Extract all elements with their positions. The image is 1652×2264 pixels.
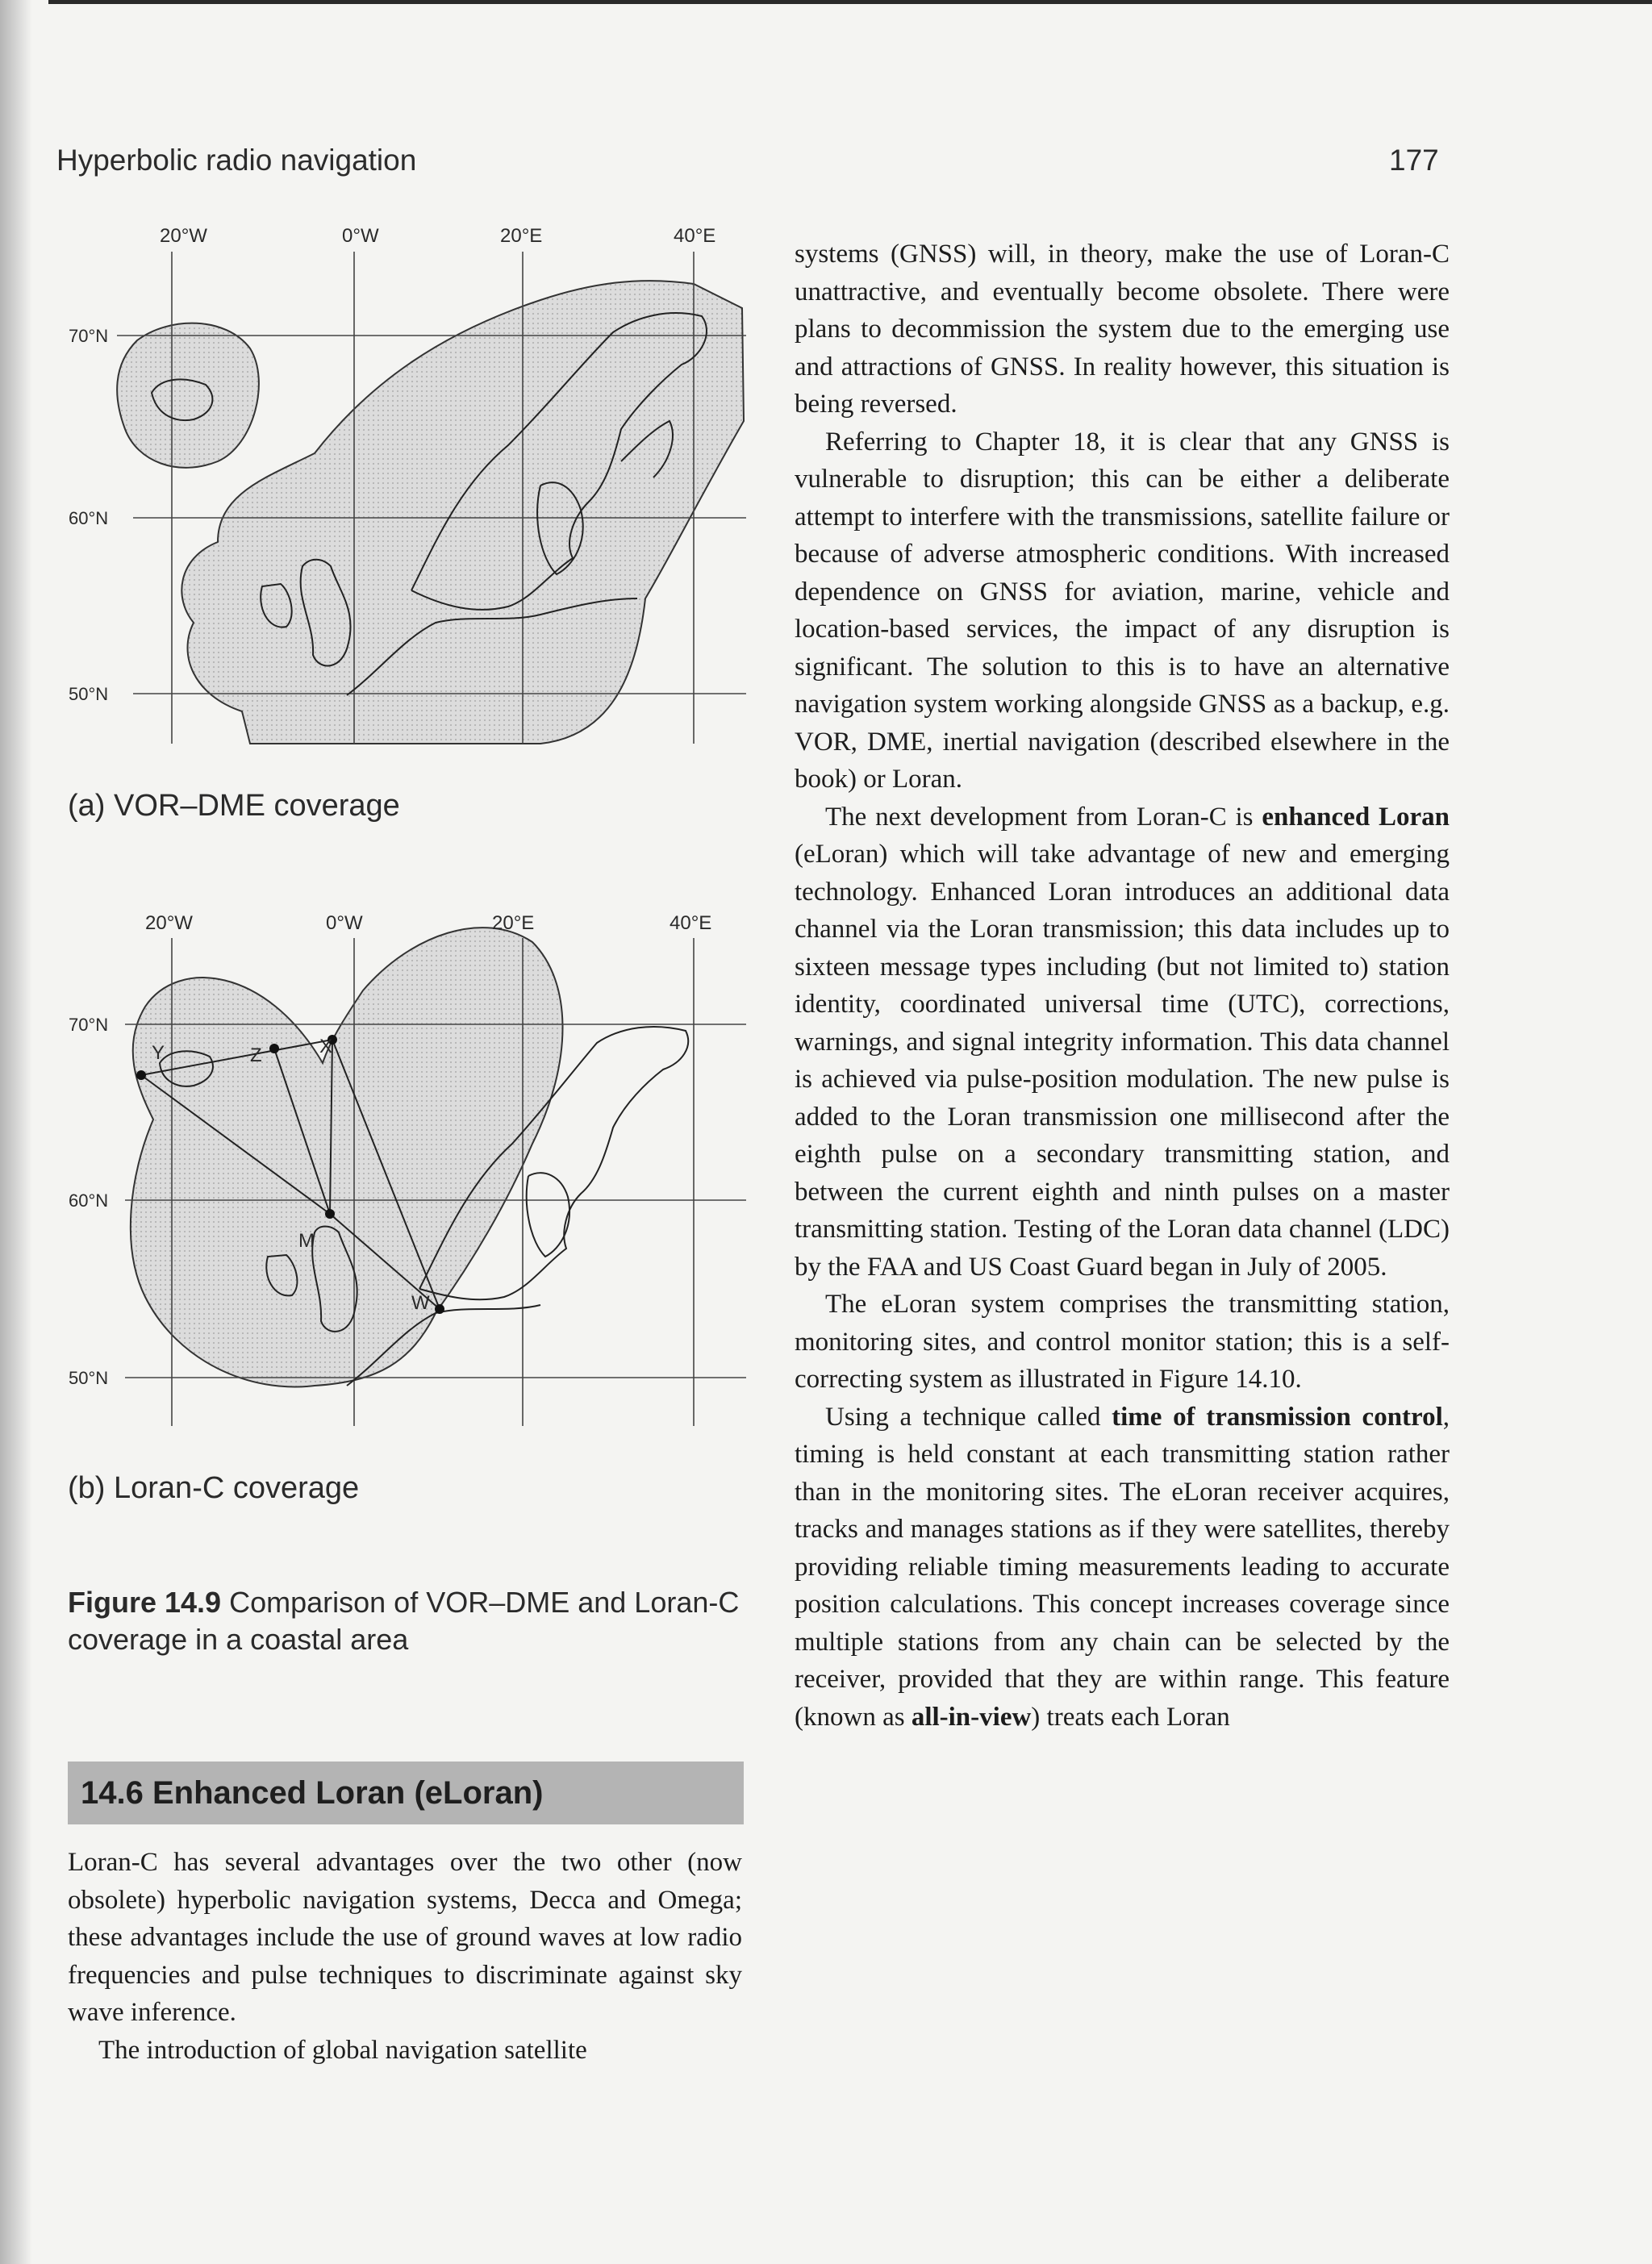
paragraph-right-4: The eLoran system comprises the transmitting station, monitoring sites, and control monitor station; this is a self-correcting system as illustrated in Figure 14.10.	[795, 1290, 1450, 1394]
lon-label-40e: 40°E	[674, 225, 716, 247]
page-top-rule	[48, 0, 1652, 4]
station-z-marker	[269, 1044, 279, 1053]
lon-label-0w: 0°W	[342, 225, 379, 247]
station-w-marker	[435, 1304, 444, 1314]
p5-text-b: , timing is held constant at each transmitting station rather than in the monitoring sites. The eLoran receiver acquires, tracks and manages stations as if they were satellites, thereby providing reliable timing measurements leading to accurate position calculations. This concept increases coverage since multiple stations from any chain can be selected by the receiver, provided that they are within range. This feature (known as	[795, 1402, 1450, 1732]
p3-text-b: (eLoran) which will take advantage of new and emerging technology. Enhanced Loran introduces an additional data channel via the Loran transmission; this data includes up to sixteen message types including (but not limited to) station identity, coordinated universal time (UTC), corrections, warnings, and signal integrity information. This data channel is achieved via pulse-position modulation. The new pulse is added to the Loran transmission one millisecond after the eighth pulse on a secondary transmitting station, and between the current eighth and ninth pulses on a master transmitting station. Testing of the Loran data channel (LDC) by the FAA and US Coast Guard began in July of 2005.	[795, 840, 1450, 1282]
paragraph-left-1: Loran-C has several advantages over the two other (now obsolete) hyperbolic navigation systems, Decca and Omega; these advantages include the use of ground waves at low radio frequencies and pulse techniques to discriminate against sky wave inference.	[68, 1848, 742, 2027]
map-b-caption: (b) Loran-C coverage	[68, 1471, 360, 1505]
map-loran-c-svg	[56, 910, 750, 1434]
term-enhanced-loran: enhanced Loran	[1262, 802, 1450, 832]
map-vor-dme-svg	[56, 219, 750, 784]
term-all-in-view: all-in-view	[911, 1702, 1032, 1732]
lon-label-20w: 20°W	[160, 225, 207, 247]
coverage-area-iceland	[117, 323, 259, 468]
station-label-w: W	[411, 1292, 430, 1314]
paragraph-left-2: The introduction of global navigation satellite	[98, 2035, 587, 2065]
lon-label-b-40e: 40°E	[670, 912, 712, 934]
station-m-marker	[325, 1209, 335, 1219]
station-label-y: Y	[152, 1042, 165, 1064]
map-loran-c	[56, 910, 750, 1434]
lat-label-b-70n: 70°N	[69, 1015, 109, 1035]
coverage-area-mainland	[181, 281, 744, 744]
lat-label-b-60n: 60°N	[69, 1190, 109, 1211]
lon-label-b-20w: 20°W	[145, 912, 193, 934]
page-gutter-shadow	[0, 0, 32, 2264]
paragraph-right-5	[795, 1399, 1450, 1737]
station-label-m: M	[298, 1230, 315, 1252]
running-title: Hyperbolic radio navigation	[56, 144, 417, 177]
lon-label-b-20e: 20°E	[492, 912, 535, 934]
figure-caption	[68, 1584, 753, 1658]
term-time-of-transmission-control: time of transmission control	[1112, 1402, 1443, 1432]
lat-label-50n: 50°N	[69, 684, 109, 704]
figure-caption-text: Comparison of VOR–DME and Loran-C coverage in a coastal area	[68, 1586, 740, 1656]
paragraph-right-1: systems (GNSS) will, in theory, make the use of Loran-C unattractive, and eventually become obsolete. There were plans to decommission the system due to the emerging use and attractions of GNSS. In reality however, this situation is being reversed.	[795, 240, 1450, 419]
section-heading: 14.6 Enhanced Loran (eLoran)	[68, 1762, 744, 1824]
p5-text-a: Using a technique called	[825, 1402, 1112, 1432]
paragraph-right-2: Referring to Chapter 18, it is clear that any GNSS is vulnerable to disruption; this can be either a deliberate attempt to interfere with the transmissions, satellite failure or because of adverse atmospheric conditions. With increased dependence on GNSS for aviation, marine, vehicle and location-based services, the impact of any disruption is significant. The solution to this is to have an alternative navigation system working alongside GNSS as a backup, e.g. VOR, DME, inertial navigation (described elsewhere in the book) or Loran.	[795, 427, 1450, 794]
station-y-marker	[136, 1070, 146, 1080]
lon-label-b-0w: 0°W	[326, 912, 363, 934]
right-column-text	[795, 236, 1450, 1736]
left-column-text	[68, 1844, 742, 2069]
page-number: 177	[1389, 144, 1439, 177]
paragraph-right-3	[795, 798, 1450, 1286]
station-label-x: X	[319, 1036, 333, 1057]
lon-label-20e: 20°E	[500, 225, 543, 247]
p5-text-c: ) treats each Loran	[1031, 1702, 1230, 1732]
lat-label-70n: 70°N	[69, 326, 109, 346]
map-vor-dme	[56, 219, 750, 784]
lat-label-60n: 60°N	[69, 508, 109, 528]
figure-number: Figure 14.9	[68, 1586, 222, 1619]
station-label-z: Z	[250, 1044, 262, 1066]
lat-label-b-50n: 50°N	[69, 1368, 109, 1388]
map-a-caption: (a) VOR–DME coverage	[68, 789, 400, 823]
p3-text-a: The next development from Loran-C is	[825, 802, 1262, 832]
